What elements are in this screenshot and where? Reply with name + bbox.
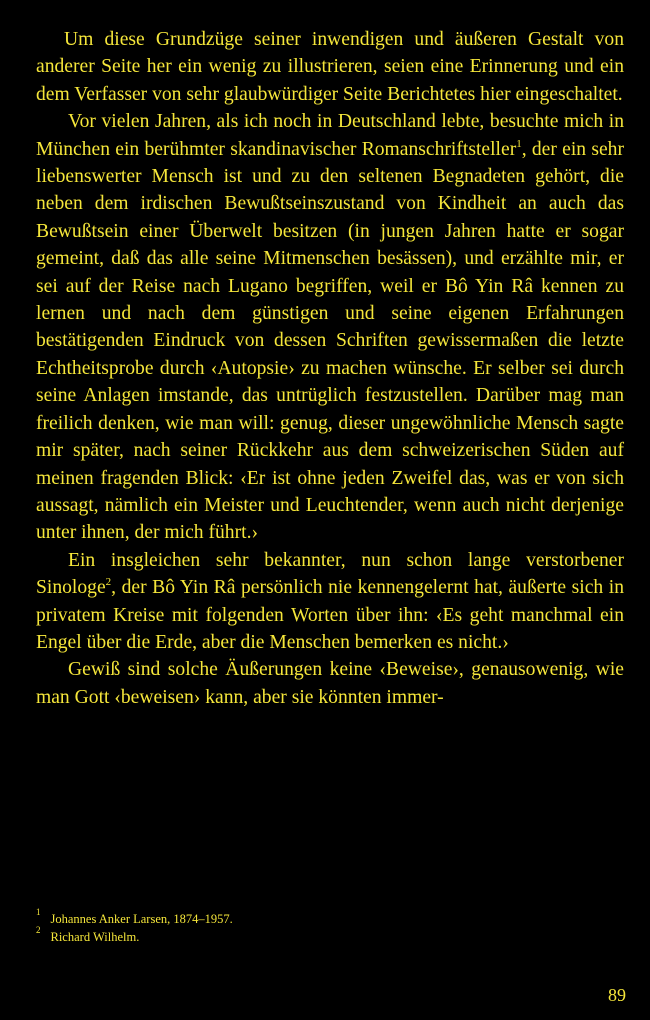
footnote-1 bbox=[36, 907, 624, 928]
paragraph-4 bbox=[36, 656, 624, 711]
footnote-2 bbox=[36, 925, 624, 946]
footnote-ref-2[interactable]: 2 bbox=[105, 576, 112, 589]
paragraph-4-text: Gewiß sind solche Äußerungen keine ‹Beweise›, genausowenig, wie man Gott ‹beweisen› kann, aber sie könnten immer- bbox=[36, 659, 624, 708]
footnote-2-text: Richard Wilhelm. bbox=[50, 930, 140, 944]
page-number: 89 bbox=[608, 985, 626, 1005]
footnote-2-mark: 2 bbox=[36, 925, 41, 935]
paragraph-2-text-a: Vor vielen Jahren, als ich noch in Deutschland lebte, besuchte mich in München ein berühmter skandinavischer Romanschriftsteller bbox=[36, 111, 624, 160]
paragraph-3-text-a: Ein insgleichen sehr bekannter, nun schon lange verstorbener Sinologe bbox=[36, 549, 624, 599]
footnote-1-text: Johannes Anker Larsen, 1874–1957. bbox=[50, 912, 233, 926]
paragraph-1 bbox=[36, 26, 624, 108]
footnote-1-mark: 1 bbox=[36, 907, 41, 917]
paragraph-2 bbox=[36, 108, 624, 547]
footnote-ref-1[interactable]: 1 bbox=[516, 137, 522, 150]
paragraph-1-text: Um diese Grundzüge seiner inwendigen und äußeren Gestalt von anderer Seite her ein wenig zu illustrieren, seien eine Erinnerung und ein dem Verfasser von sehr glaubwürdiger Seite Berichtetes hier eingeschaltet. bbox=[36, 29, 624, 105]
paragraph-2-text-b: , der ein sehr liebenswerter Mensch ist und zu den seltenen Begnadeten gehört, die neben dem irdischen Bewußtseinszustand von Kindheit an auch das Bewußtsein einer Überwelt besitzen (in jungen Jahren hatte er sogar gemeint, daß das alle seine Mitmenschen besässen), und erzählte mir, er sei auf der Reise nach Lugano begriffen, weil er Bô Yin Râ kennen zu lernen und nach dem günstigen und seine eigenen Erfahrungen bestätigenden Eindruck von dessen Schriften gewissermaßen die letzte Echtheitsprobe durch ‹Autopsie› zu machen wünsche. Er selber sei durch seine Anlagen imstande, das untrüglich festzustellen. Darüber mag man freilich denken, wie man will: genug, dieser ungewöhnliche Mensch sagte mir später, nach seiner Rückkehr aus dem schweizerischen Süden auf meinen fragenden Blick: ‹Er ist ohne jeden Zweifel das, was er von sich aussagt, nämlich ein Meister und Leuchtender, wenn auch nicht derjenige unter ihnen, der mich führt.› bbox=[36, 138, 624, 544]
body-text bbox=[36, 26, 624, 711]
paragraph-3-text-b: , der Bô Yin Râ persönlich nie kennengelernt hat, äußerte sich in privatem Kreise mit folgenden Worten über ihn: ‹Es geht manchmal ein Engel über die Erde, aber die Menschen bemerken es nicht.› bbox=[36, 577, 624, 653]
footnotes bbox=[36, 907, 624, 946]
paragraph-3 bbox=[36, 547, 624, 657]
